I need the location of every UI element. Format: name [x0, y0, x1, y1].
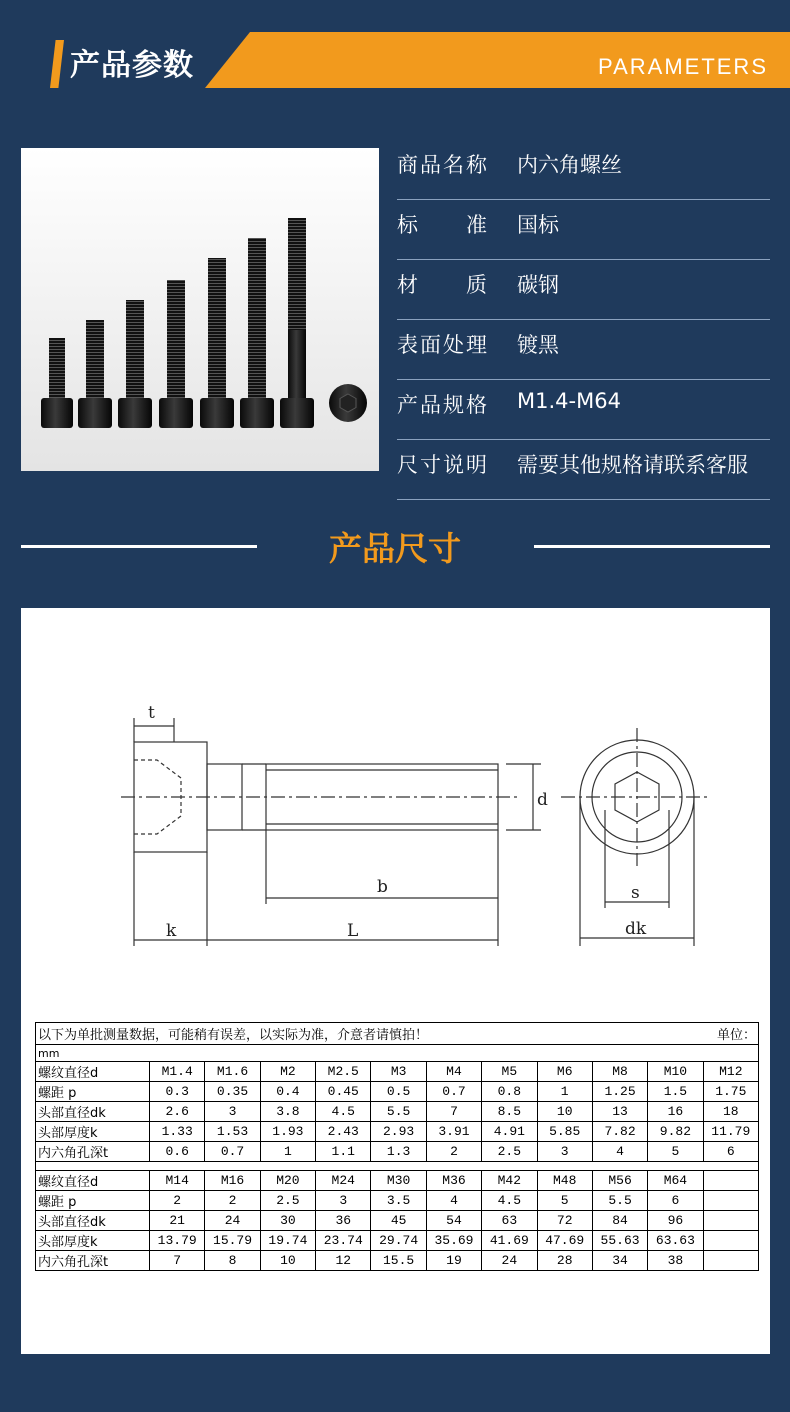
table-cell: M12	[703, 1062, 758, 1082]
table-cell: 5.5	[371, 1102, 426, 1122]
table-cell: 13.79	[150, 1231, 205, 1251]
table-cell: M24	[316, 1171, 371, 1191]
table-cell: 84	[592, 1211, 647, 1231]
table-cell: M14	[150, 1171, 205, 1191]
table-cell: 3	[537, 1142, 592, 1162]
table-cell: M8	[592, 1062, 647, 1082]
table-cell: 45	[371, 1211, 426, 1231]
spec-key: 产品规格	[397, 393, 487, 417]
table-cell: M5	[482, 1062, 537, 1082]
table-cell: 1.5	[648, 1082, 703, 1102]
spec-value: 镀黑	[517, 333, 559, 357]
table-cell: 19.74	[260, 1231, 315, 1251]
label-b: b	[377, 877, 388, 897]
table-cell: 0.7	[426, 1082, 481, 1102]
table-row	[36, 1082, 759, 1102]
table-cell: 13	[592, 1102, 647, 1122]
spec-key: 标准	[397, 213, 487, 237]
spec-row	[397, 200, 770, 260]
table-cell: 0.35	[205, 1082, 260, 1102]
row-label: 螺纹直径d	[36, 1062, 150, 1082]
table-cell: 0.45	[316, 1082, 371, 1102]
dimension-table	[35, 1022, 759, 1271]
table-unit-row	[36, 1045, 759, 1062]
spec-value: 碳钢	[517, 273, 559, 297]
table-cell: 28	[537, 1251, 592, 1271]
table-cell: 0.7	[205, 1142, 260, 1162]
table-cell: M4	[426, 1062, 481, 1082]
table-cell	[703, 1171, 758, 1191]
table-cell: M48	[537, 1171, 592, 1191]
table-cell: M64	[648, 1171, 703, 1191]
table-row	[36, 1211, 759, 1231]
table-cell: 1	[260, 1142, 315, 1162]
table-cell: 72	[537, 1211, 592, 1231]
table-cell: 2	[205, 1191, 260, 1211]
table-cell: 10	[537, 1102, 592, 1122]
row-label: 头部直径dk	[36, 1211, 150, 1231]
table-cell: 38	[648, 1251, 703, 1271]
table-cell: 1.75	[703, 1082, 758, 1102]
label-L: L	[347, 921, 359, 941]
table-cell: 2.43	[316, 1122, 371, 1142]
table-cell	[703, 1211, 758, 1231]
header-banner	[0, 32, 790, 88]
table-cell: 1.25	[592, 1082, 647, 1102]
table-cell: M2.5	[316, 1062, 371, 1082]
table-cell: M6	[537, 1062, 592, 1082]
table-cell: 0.5	[371, 1082, 426, 1102]
table-cell: 19	[426, 1251, 481, 1271]
table-cell: 0.3	[150, 1082, 205, 1102]
row-label: 螺距 p	[36, 1191, 150, 1211]
spec-key: 材质	[397, 273, 487, 297]
page-title: 产品参数	[70, 48, 194, 83]
spec-row	[397, 140, 770, 200]
row-label: 内六角孔深t	[36, 1251, 150, 1271]
label-d: d	[537, 790, 548, 810]
table-row	[36, 1142, 759, 1162]
table-cell: 16	[648, 1102, 703, 1122]
spec-row	[397, 380, 770, 440]
table-cell: 15.79	[205, 1231, 260, 1251]
table-cell: 0.6	[150, 1142, 205, 1162]
table-cell: 2.5	[482, 1142, 537, 1162]
unit-value: mm	[36, 1045, 759, 1062]
row-label: 内六角孔深t	[36, 1142, 150, 1162]
label-s: s	[631, 883, 640, 903]
table-cell: 2	[150, 1191, 205, 1211]
table-cell: M20	[260, 1171, 315, 1191]
table-cell	[703, 1251, 758, 1271]
spec-row	[397, 440, 770, 500]
table-cell: 4	[426, 1191, 481, 1211]
table-cell: 96	[648, 1211, 703, 1231]
spec-key: 表面处理	[397, 333, 487, 357]
table-cell: 3.5	[371, 1191, 426, 1211]
row-label: 头部厚度k	[36, 1122, 150, 1142]
table-cell: 6	[703, 1142, 758, 1162]
table-cell: 1.93	[260, 1122, 315, 1142]
table-cell: M10	[648, 1062, 703, 1082]
table-cell: 3.91	[426, 1122, 481, 1142]
label-k: k	[166, 921, 177, 941]
table-note-row	[36, 1023, 759, 1045]
table-row	[36, 1171, 759, 1191]
table-cell: 63.63	[648, 1231, 703, 1251]
spec-value: 内六角螺丝	[517, 153, 622, 177]
table-cell: 11.79	[703, 1122, 758, 1142]
table-cell: 15.5	[371, 1251, 426, 1271]
table-cell: M3	[371, 1062, 426, 1082]
table-cell: 2	[426, 1142, 481, 1162]
table-row	[36, 1231, 759, 1251]
table-cell	[703, 1231, 758, 1251]
spec-value: M1.4-M64	[517, 389, 621, 413]
table-row	[36, 1062, 759, 1082]
table-cell: 7.82	[592, 1122, 647, 1142]
table-cell: 23.74	[316, 1231, 371, 1251]
table-cell: 1.33	[150, 1122, 205, 1142]
table-cell: 1	[537, 1082, 592, 1102]
table-cell: 29.74	[371, 1231, 426, 1251]
table-cell: 3.8	[260, 1102, 315, 1122]
table-row	[36, 1102, 759, 1122]
table-cell: M42	[482, 1171, 537, 1191]
table-cell: 2.5	[260, 1191, 315, 1211]
table-cell: 0.8	[482, 1082, 537, 1102]
spec-key: 尺寸说明	[397, 453, 487, 477]
table-cell: 18	[703, 1102, 758, 1122]
spec-key: 商品名称	[397, 153, 487, 177]
row-label: 螺纹直径d	[36, 1171, 150, 1191]
table-cell: 12	[316, 1251, 371, 1271]
product-photo	[21, 148, 379, 471]
table-cell: M16	[205, 1171, 260, 1191]
table-cell: M30	[371, 1171, 426, 1191]
table-cell: 7	[426, 1102, 481, 1122]
table-cell: 5	[537, 1191, 592, 1211]
table-cell: 3	[316, 1191, 371, 1211]
table-block-1	[36, 1062, 759, 1162]
spec-row	[397, 320, 770, 380]
table-cell: M1.6	[205, 1062, 260, 1082]
table-cell: 7	[150, 1251, 205, 1271]
table-cell: 5	[648, 1142, 703, 1162]
spec-row	[397, 260, 770, 320]
table-cell: 24	[482, 1251, 537, 1271]
table-row	[36, 1191, 759, 1211]
table-cell: 21	[150, 1211, 205, 1231]
table-cell: M2	[260, 1062, 315, 1082]
label-t: t	[148, 703, 155, 723]
table-cell: 4	[592, 1142, 647, 1162]
unit-label: 单位：	[648, 1023, 759, 1045]
table-cell: 0.4	[260, 1082, 315, 1102]
table-row	[36, 1122, 759, 1142]
table-cell: 4.5	[482, 1191, 537, 1211]
table-cell: 41.69	[482, 1231, 537, 1251]
dimension-card	[21, 608, 770, 1354]
table-cell: M1.4	[150, 1062, 205, 1082]
dimension-drawing	[121, 698, 721, 968]
table-cell: 2.6	[150, 1102, 205, 1122]
table-cell: 63	[482, 1211, 537, 1231]
table-cell: 1.3	[371, 1142, 426, 1162]
spec-value: 国标	[517, 213, 559, 237]
table-cell: 55.63	[592, 1231, 647, 1251]
table-cell: M36	[426, 1171, 481, 1191]
row-label: 头部厚度k	[36, 1231, 150, 1251]
table-cell: 36	[316, 1211, 371, 1231]
spec-value: 需要其他规格请联系客服	[517, 453, 748, 477]
table-cell: 47.69	[537, 1231, 592, 1251]
row-label: 头部直径dk	[36, 1102, 150, 1122]
table-spacer	[36, 1162, 759, 1171]
table-cell: 4.91	[482, 1122, 537, 1142]
label-dk: dk	[625, 919, 647, 939]
table-cell: 35.69	[426, 1231, 481, 1251]
table-cell: 9.82	[648, 1122, 703, 1142]
table-cell: 30	[260, 1211, 315, 1231]
table-cell: 3	[205, 1102, 260, 1122]
table-cell: 1.53	[205, 1122, 260, 1142]
table-cell	[703, 1191, 758, 1211]
table-cell: 34	[592, 1251, 647, 1271]
table-cell: 4.5	[316, 1102, 371, 1122]
table-cell: 6	[648, 1191, 703, 1211]
table-cell: 24	[205, 1211, 260, 1231]
table-row	[36, 1251, 759, 1271]
table-note: 以下为单批测量数据，可能稍有误差，以实际为准，介意者请慎拍！	[36, 1023, 648, 1045]
page-subtitle-en: PARAMETERS	[598, 54, 768, 79]
table-cell: 8	[205, 1251, 260, 1271]
section-divider-right	[534, 545, 770, 548]
table-cell: 8.5	[482, 1102, 537, 1122]
table-cell: 1.1	[316, 1142, 371, 1162]
table-block-2	[36, 1171, 759, 1271]
table-cell: 10	[260, 1251, 315, 1271]
table-cell: 5.85	[537, 1122, 592, 1142]
table-cell: 2.93	[371, 1122, 426, 1142]
row-label: 螺距 p	[36, 1082, 150, 1102]
table-cell: 54	[426, 1211, 481, 1231]
section-title: 产品尺寸	[329, 529, 461, 568]
screws-illustration	[21, 148, 379, 471]
table-cell: M56	[592, 1171, 647, 1191]
table-cell: 5.5	[592, 1191, 647, 1211]
spec-list	[397, 140, 770, 500]
